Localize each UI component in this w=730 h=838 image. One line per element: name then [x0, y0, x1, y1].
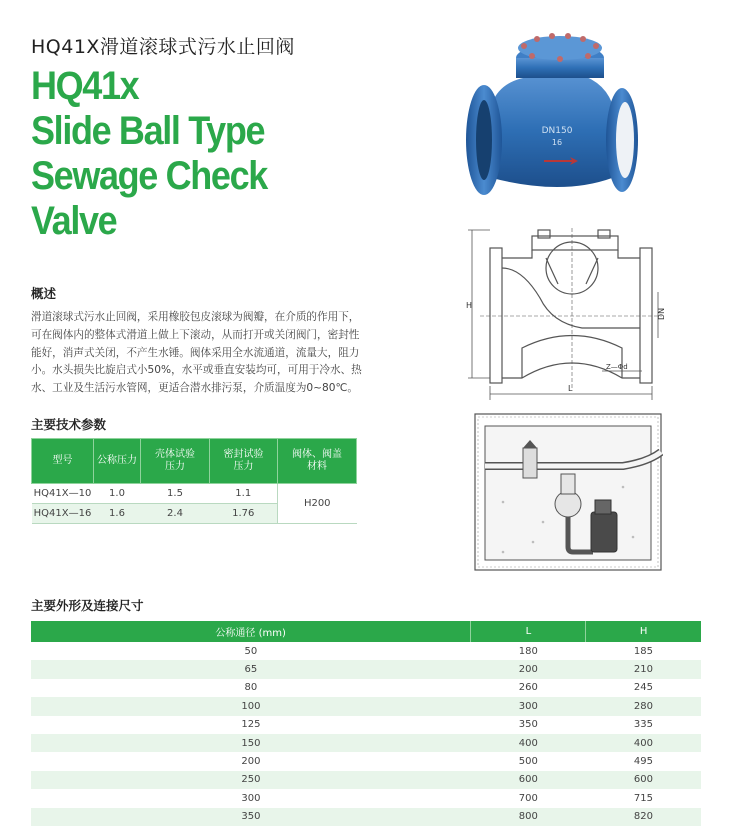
dn-cell: 80: [244, 682, 258, 694]
shell-test-cell: 1.5: [141, 484, 210, 504]
overview-line: 水、工业及生活污水管网，更适合潜水排污泵，介质温度为0~80℃。: [31, 382, 359, 395]
l-cell: 260: [518, 682, 538, 694]
table-row: [31, 679, 701, 697]
pressure-cell: 1.0: [94, 484, 141, 504]
tech-header-row: [32, 439, 357, 484]
dn-cell: 65: [31, 660, 471, 678]
overview-line: 小。水头损失比旋启式小50%，水平或垂直安装均可，可用于冷水、热: [31, 364, 362, 377]
tech-header-cell: 型号: [32, 439, 94, 484]
valve-photo: [462, 28, 642, 208]
tech-header-cell: 阀体、阀盖 材料: [278, 439, 357, 484]
dn-cell: 250: [31, 771, 471, 789]
model-cell: HQ41X—16: [32, 504, 94, 524]
product-title-cn: HQ41X滑道滚球式污水止回阀: [31, 36, 295, 58]
h-cell: 245: [633, 682, 653, 694]
l-cell: 300: [471, 697, 586, 715]
table-row: [31, 642, 701, 660]
dn-cell: 125: [241, 719, 261, 731]
table-row: [32, 484, 357, 504]
valve-drawing: [462, 228, 672, 408]
table-row: [31, 734, 701, 752]
dim-label-l: L: [568, 384, 573, 393]
table-row: [31, 808, 701, 826]
dim-label-dn: DN: [657, 307, 666, 320]
dn-cell: 200: [241, 756, 261, 768]
h-cell: 185: [633, 645, 653, 657]
h-cell: 820: [586, 808, 701, 826]
dimensions-heading: 主要外形及连接尺寸: [31, 598, 144, 613]
title-en-line: Sewage Check: [31, 154, 267, 198]
dims-header-cell: H: [586, 621, 701, 642]
tech-header-cell: 密封试验 压力: [210, 439, 278, 484]
overview-line: 可在阀体内的整体式滑道上做上下滚动，从而打开或关闭阀门，密封性: [31, 328, 360, 341]
l-cell: 600: [471, 771, 586, 789]
table-row: [31, 716, 701, 734]
dims-header-cell: L: [471, 621, 586, 642]
overview-line: 滑道滚球式污水止回阀，采用橡胶包皮滚球为阀瓣，在介质的作用下，: [31, 311, 360, 323]
casting-text: 16: [551, 138, 563, 147]
table-row: [31, 789, 701, 807]
dimensions-table: [31, 621, 701, 826]
h-cell: 335: [633, 719, 653, 731]
casting-text: DN150: [541, 126, 573, 136]
dn-cell: 350: [31, 808, 471, 826]
tech-params-heading: 主要技术参数: [31, 417, 107, 432]
tech-header-cell: 公称压力: [94, 439, 141, 484]
installation-diagram: [473, 412, 663, 574]
material-cell: H200: [278, 484, 357, 524]
l-cell: 350: [518, 719, 538, 731]
dn-cell: 150: [31, 734, 471, 752]
dims-header-row: [31, 621, 701, 642]
dim-label-h: H: [466, 301, 473, 310]
l-cell: 700: [518, 792, 538, 804]
tech-header-cell: 壳体试验 压力: [141, 439, 210, 484]
h-cell: 400: [586, 734, 701, 752]
dim-label-flange: Z—Φd: [606, 363, 628, 371]
h-cell: 715: [633, 792, 653, 804]
product-title-en: [31, 64, 331, 244]
seal-test-cell: 1.1: [210, 484, 278, 504]
h-cell: 280: [586, 697, 701, 715]
l-cell: 500: [518, 756, 538, 768]
title-en-line: HQ41x: [31, 64, 139, 108]
h-cell: 495: [633, 756, 653, 768]
dims-header-cell: 公称通径 (mm): [31, 621, 471, 642]
table-row: [31, 771, 701, 789]
h-cell: 600: [586, 771, 701, 789]
pressure-cell: 1.6: [94, 504, 141, 524]
table-row: [31, 697, 701, 715]
model-cell: HQ41X—10: [32, 484, 94, 504]
shell-test-cell: 2.4: [141, 504, 210, 524]
tech-params-table: [31, 438, 357, 524]
dn-cell: 300: [241, 792, 261, 804]
title-en-line: Slide Ball Type: [31, 109, 265, 153]
overview-text: [31, 309, 361, 398]
table-row: [31, 660, 701, 678]
dn-cell: 100: [31, 697, 471, 715]
overview-line: 能好，消声式关闭，不产生水锤。阀体采用全水流通道，流量大，阻力: [31, 346, 360, 359]
l-cell: 200: [471, 660, 586, 678]
l-cell: 400: [471, 734, 586, 752]
dn-cell: 50: [244, 645, 258, 657]
overview-heading: 概述: [31, 286, 57, 301]
h-cell: 210: [586, 660, 701, 678]
table-row: [31, 752, 701, 770]
seal-test-cell: 1.76: [210, 504, 278, 524]
l-cell: 800: [471, 808, 586, 826]
title-en-line: Valve: [31, 199, 117, 243]
l-cell: 180: [518, 645, 538, 657]
